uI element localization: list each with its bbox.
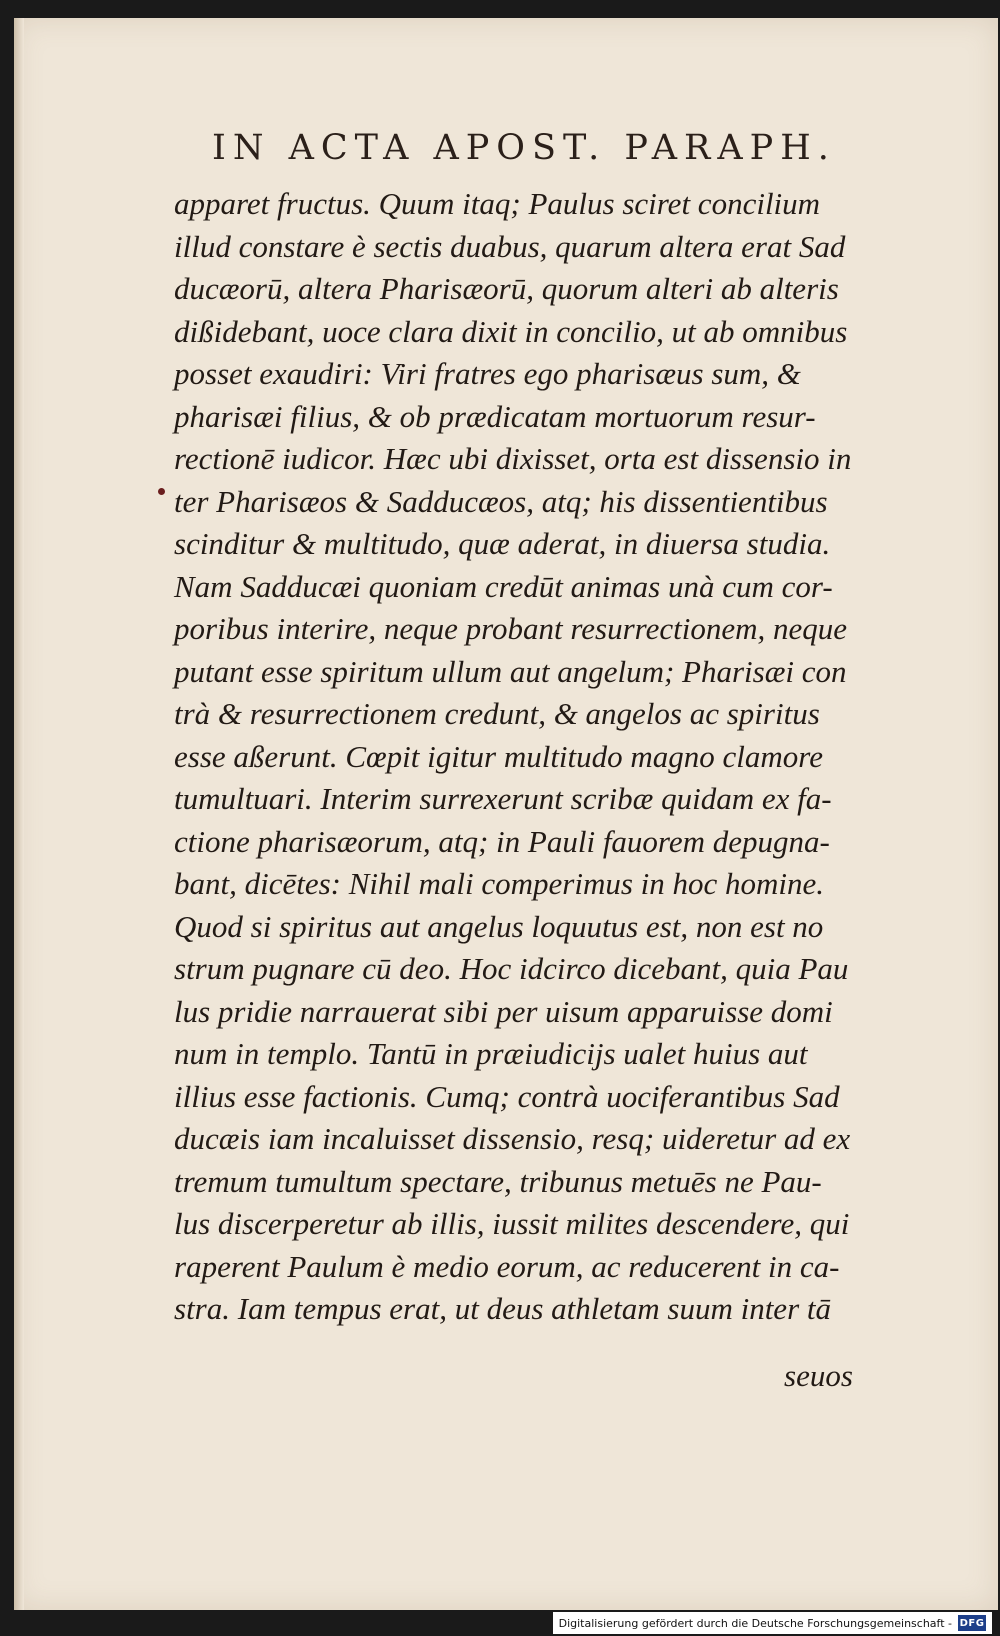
- text-line: illius esse factionis. Cumq; contrà uociferantibus Sad: [174, 1078, 840, 1114]
- digitization-footer: [553, 1612, 992, 1634]
- text-line: ducæorū, altera Pharisæorū, quorum alteri ab alteris: [174, 271, 839, 306]
- text-line: Quod si spiritus aut angelus loquutus est, non est no: [174, 908, 824, 944]
- text-line: ducæis iam incaluisset dissensio, resq; uideretur ad ex: [174, 1121, 851, 1156]
- text-line: pharisæi filius, & ob prædicatam mortuorum resur-: [174, 398, 816, 434]
- footer-text: Digitalisierung gefördert durch die Deutsche Forschungsgemeinschaft -: [558, 1616, 952, 1630]
- dfg-logo-icon: DFG: [958, 1615, 986, 1631]
- text-line: dißidebant, uoce clara dixit in concilio, ut ab omnibus: [174, 313, 848, 349]
- text-line: strum pugnare cū deo. Hoc idcirco dicebant, quia Pau: [174, 951, 849, 986]
- text-line: poribus interire, neque probant resurrectionem, neque: [174, 611, 847, 646]
- text-line: trà & resurrectionem credunt, & angelos ac spiritus: [174, 696, 820, 731]
- text-line: scinditur & multitudo, quæ aderat, in diuersa studia.: [174, 526, 831, 561]
- text-line: rectionē iudicor. Hæc ubi dixisset, orta est dissensio in: [174, 441, 852, 476]
- text-line: num in templo. Tantū in præiudicijs ualet huius aut: [174, 1036, 808, 1071]
- body-text: [174, 183, 884, 1331]
- text-line: lus pridie narrauerat sibi per uisum apparuisse domi: [174, 993, 833, 1029]
- text-line: lus discerperetur ab illis, iussit milites descendere, qui: [174, 1206, 850, 1241]
- text-line: apparet fructus. Quum itaq; Paulus sciret concilium: [174, 186, 821, 221]
- text-line: illud constare è sectis duabus, quarum altera erat Sad: [174, 228, 846, 264]
- text-line: stra. Iam tempus erat, ut deus athletam suum inter tā: [174, 1291, 831, 1326]
- text-line: putant esse spiritum ullum aut angelum; Pharisæi con: [174, 653, 847, 689]
- catchword: seuos: [784, 1358, 853, 1393]
- text-line: Nam Sadducæi quoniam credūt animas unà cum cor-: [174, 568, 833, 604]
- text-line: tremum tumultum spectare, tribunus metuēs ne Pau-: [174, 1163, 822, 1199]
- text-line: tumultuari. Interim surrexerunt scribæ quidam ex fa-: [174, 781, 832, 816]
- text-line: ter Pharisæos & Sadducæos, atq; his dissentientibus: [174, 483, 828, 519]
- page-gutter-shadow: [14, 18, 24, 1610]
- text-line: raperent Paulum è medio eorum, ac reducerent in ca-: [174, 1248, 840, 1284]
- book-page: [14, 18, 998, 1610]
- marginal-mark: [158, 488, 165, 495]
- running-head: IN ACTA APOST. PARAPH.: [212, 128, 836, 168]
- text-line: posset exaudiri: Viri fratres ego pharisæus sum, &: [174, 356, 801, 391]
- text-line: ctione pharisæorum, atq; in Pauli fauorem depugna-: [174, 823, 830, 859]
- text-line: esse aßerunt. Cœpit igitur multitudo magno clamore: [174, 738, 823, 774]
- text-line: bant, dicētes: Nihil mali comperimus in hoc homine.: [174, 866, 825, 901]
